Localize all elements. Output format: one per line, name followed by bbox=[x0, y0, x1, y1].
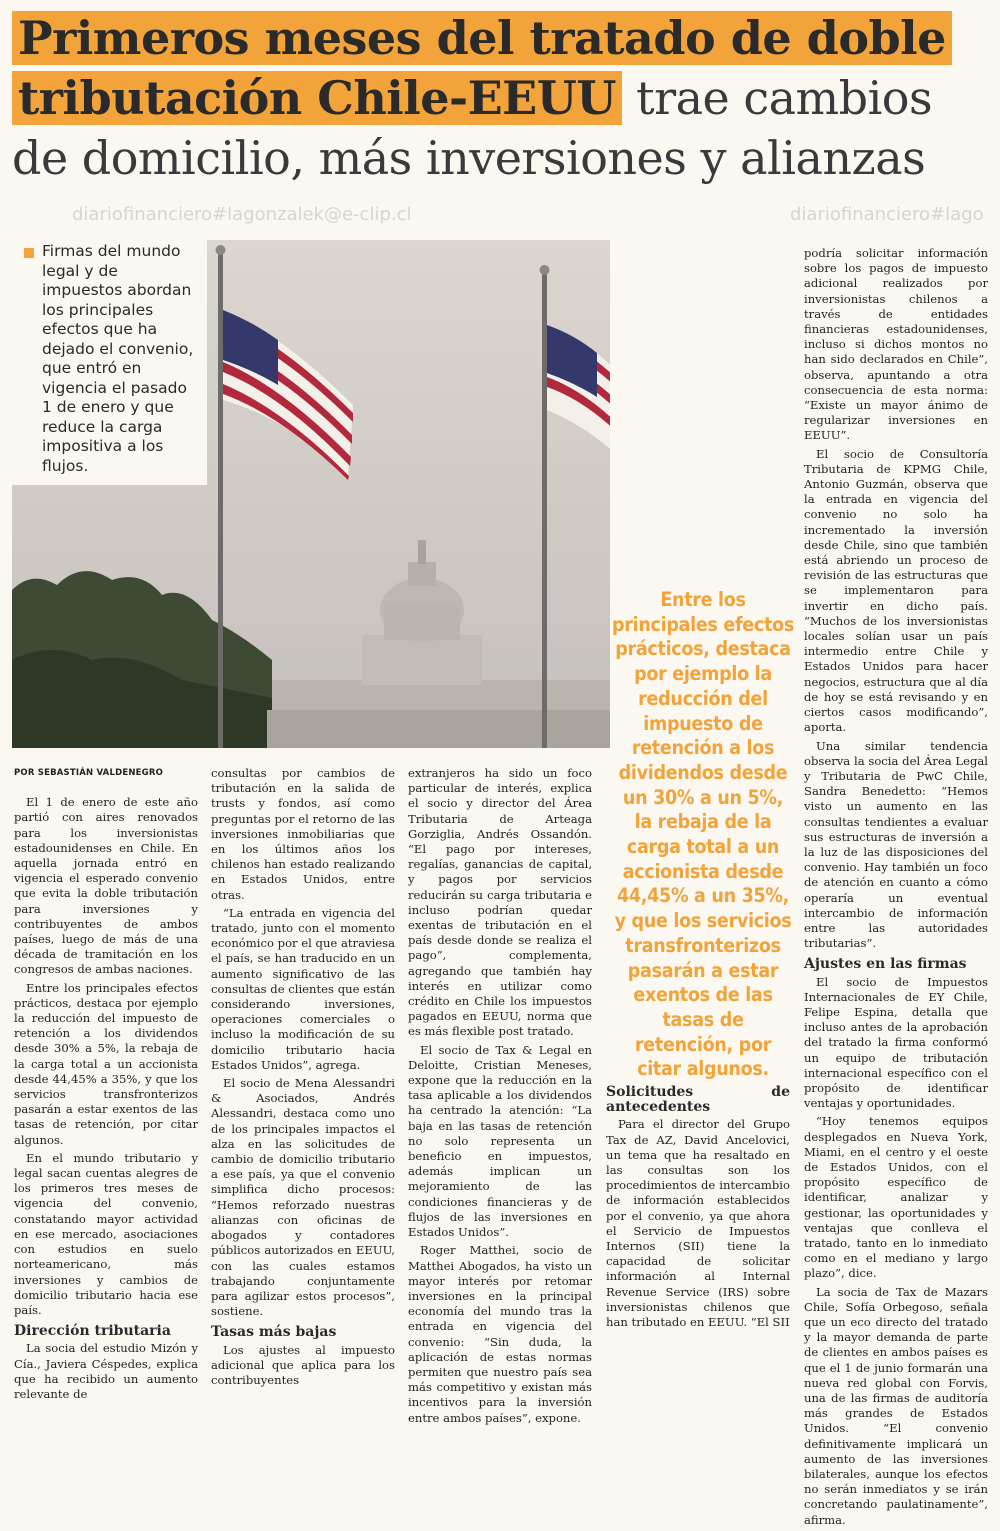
paragraph: podría solicitar información sobre los pagos de impuesto adicional realizados por inversionistas chilenos a través de entidades financieras estadounidenses, incluso si dichos montos no han sido declarados en Chile”, observa, apuntando a otra consecuencia de esta norma: “Existe un mayor ánimo de regularizar inversiones en EEUU”. bbox=[804, 246, 988, 443]
watermark-left: diariofinanciero#lagonzalek@e-clip.cl bbox=[72, 204, 412, 225]
pull-quote: Entre los principales efectos prácticos, destaca por ejemplo la reducción del impuesto de retención a los dividendos desde un 30% a un 5%, la rebaja de la carga total a un accionista desde 44,45% a un 35%, y que los servicios transfronterizos pasarán a estar exentos de las tasas de retención, por citar algunos. bbox=[612, 580, 794, 1050]
column-4 bbox=[606, 1085, 790, 1333]
paragraph: consultas por cambios de tributación en la salida de trusts y fondos, así como preguntas por el retorno de las inversiones inmobiliarias que en los últimos años los chilenos han estado realizando en Estados Unidos, entre otras. bbox=[211, 766, 395, 902]
paragraph: La socia del estudio Mizón y Cía., Javiera Céspedes, explica que ha recibido un aumento relevante de bbox=[14, 1341, 198, 1401]
lead-text: Firmas del mundo legal y de impuestos abordan los principales efectos que ha dejado el convenio, que entró en vigencia el pasado 1 de enero y que reduce la carga impositiva a los flujos. bbox=[42, 242, 194, 475]
subhead: Solicitudes de antecedentes bbox=[606, 1084, 790, 1116]
column-5 bbox=[804, 246, 988, 1531]
paragraph: El 1 de enero de este año partió con aires renovados para los inversionistas estadounidenses en Chile. En aquella jornada entró en vigencia el esperado convenio que evita la doble tributación para inversiones y contribuyentes de ambos países, luego de más de una década de tramitación en los congresos de ambas naciones. bbox=[14, 795, 198, 977]
paragraph: Una similar tendencia observa la socia del Área Legal y Tributaria de PwC Chile, Sandra Benedetto: “Hemos visto un aumento en las consultas tendientes a evaluar sus estructuras de inversión a la luz de las disposiciones del convenio. Hay también un foco de atención en cuanto a cómo operaría un eventual intercambio de información entre las autoridades tributarias”. bbox=[804, 738, 988, 951]
column-1 bbox=[14, 766, 198, 1405]
paragraph: El socio de Impuestos Internacionales de EY Chile, Felipe Espina, detalla que incluso antes de la aprobación del tratado la firma conformó un equipo de tributación internacional específico con el propósito de identificar ventajas y oportunidades. bbox=[804, 974, 988, 1111]
subhead: Dirección tributaria bbox=[14, 1323, 171, 1340]
paragraph: extranjeros ha sido un foco particular de interés, explica el socio y director del Área Tributaria de Arteaga Gorziglia, Andrés Ossandón. “El pago por intereses, regalías, ganancias de capital, y pagos por servicios reducirán su carga tributaria e incluso podrían quedar exentas de tributación en el país desde donde se realiza el pago”, complementa, agregando que también hay interés en utilizar como crédito en Chile los impuestos pagados en EEUU, norma que es más flexible post tratado. bbox=[408, 766, 592, 1039]
column-3 bbox=[408, 766, 592, 1429]
headline bbox=[12, 8, 992, 188]
paragraph: Entre los principales efectos prácticos, destaca por ejemplo la reducción del impuesto de retención a los dividendos desde 30% a 5%, la rebaja de la carga total a un accionista desde 44,45% a 35%, y que los servicios transfronterizos pasarán a estar exentos de las tasas de retención, por citar algunos. bbox=[14, 980, 198, 1147]
headline-highlight-2: tributación Chile-EEUU bbox=[12, 71, 622, 125]
paragraph: Roger Matthei, socio de Matthei Abogados, ha visto un mayor interés por retomar inversiones en la principal economía del mundo tras la entrada en vigencia del convenio: “Sin duda, la aplicación de estas normas permiten que nuestro país sea más competitivo y existan más incentivos para la inversión entre ambos países”, expone. bbox=[408, 1243, 592, 1425]
column-2 bbox=[211, 766, 395, 1391]
paragraph: El socio de Mena Alessandri & Asociados, Andrés Alessandri, destaca como uno de los principales impactos el alza en las solicitudes de cambio de domicilio tributario a ese país, ya que el convenio simplifica dicho procesos: “Hemos reforzado nuestras alianzas con oficinas de abogados y contadores públicos autorizados en EEUU, con las cuales estamos trabajando conjuntamente para agilizar estos procesos”, sostiene. bbox=[211, 1076, 395, 1319]
headline-highlight-1: Primeros meses del tratado de doble bbox=[12, 11, 952, 65]
lead-box bbox=[12, 240, 207, 485]
subhead: Ajustes en las firmas bbox=[804, 956, 967, 973]
lead-bullet-icon bbox=[24, 248, 34, 258]
paragraph: “La entrada en vigencia del tratado, junto con el momento económico por el que atraviesa el país, se han traducido en un aumento significativo de las consultas de clientes que están considerando inversiones, operaciones comerciales o incluso la modificación de su domicilio tributario hacia Estados Unidos”, agrega. bbox=[211, 905, 395, 1072]
paragraph: La socia de Tax de Mazars Chile, Sofía Orbegoso, señala que un eco directo del tratado y la mayor demanda de parte de clientes en ambos países es que el 1 de junio formarán una nueva red global con Forvis, una de las firmas de auditoría más grandes de Estados Unidos. “El convenio definitivamente implicará un aumento de las inversiones bilaterales, aunque los efectos no serán inmediatos y se irán concretando paulatinamente”, afirma. bbox=[804, 1284, 988, 1527]
paragraph: En el mundo tributario y legal sacan cuentas alegres de los primeros tres meses de vigencia del convenio, constatando mayor actividad en ese mercado, asociaciones con estudios en suelo norteamericano, más inversiones y cambios de domicilio tributario hacia ese país. bbox=[14, 1150, 198, 1317]
paragraph: Para el director del Grupo Tax de AZ, David Ancelovici, un tema que ha resaltado en las consultas son los procedimientos de intercambio de información establecidos por el convenio, ya que ahora el Servicio de Impuestos Internos (SII) tiene la capacidad de solicitar información al Internal Revenue Service (IRS) sobre inversionistas chilenos que han tributado en EEUU. “El SII bbox=[606, 1117, 790, 1330]
subhead: Tasas más bajas bbox=[211, 1324, 337, 1341]
byline: POR SEBASTIÁN VALDENEGRO bbox=[14, 768, 164, 778]
paragraph: Los ajustes al impuesto adicional que aplica para los contribuyentes bbox=[211, 1342, 395, 1387]
headline-rest-2: trae cambios bbox=[621, 71, 933, 125]
paragraph: El socio de Consultoría Tributaria de KPMG Chile, Antonio Guzmán, observa que la entrada en vigencia del convenio no solo ha incrementado la inversión desde Chile, sino que también está abriendo un proceso de revisión de las estructuras que se implementaron para invertir en dicho país. “Muchos de los inversionistas locales solían usar un país intermedio entre Chile y Estados Unidos para hacer negocios, estructura que al día de hoy se está revisando y en ciertos casos modificando”, aporta. bbox=[804, 446, 988, 735]
paragraph: “Hoy tenemos equipos desplegados en Nueva York, Miami, en el centro y el oeste de Estados Unidos, con el propósito específico de identificar, analizar y gestionar, las oportunidades y ventajas que conlleva el tratado, tanto en lo inmediato como en el mediano y largo plazo”, dice. bbox=[804, 1114, 988, 1281]
watermark-right: diariofinanciero#lago bbox=[790, 204, 984, 225]
paragraph: El socio de Tax & Legal en Deloitte, Cristian Meneses, expone que la reducción en la tasa aplicable a los dividendos ha centrado la atención: “La baja en las tasas de retención no solo representa un beneficio en impuestos, además implican un mejoramiento de las condiciones financieras y de flujos de las inversiones en Estados Unidos”. bbox=[408, 1042, 592, 1240]
headline-line-3: de domicilio, más inversiones y alianzas bbox=[12, 131, 926, 185]
